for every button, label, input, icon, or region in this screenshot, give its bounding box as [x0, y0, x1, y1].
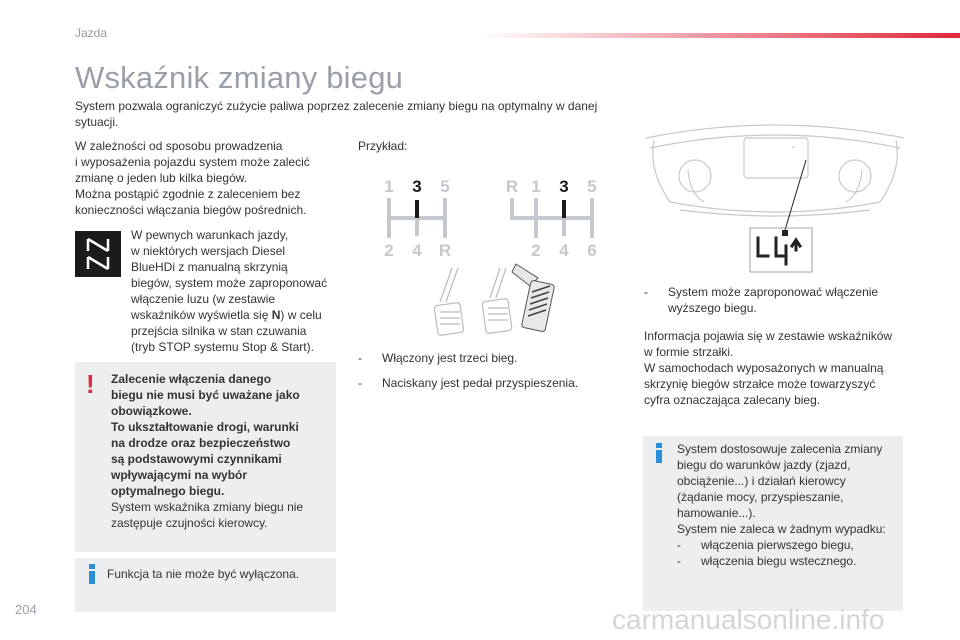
text-line: są podstawowymi czynnikami	[111, 452, 282, 466]
text-line: hamowanie...).	[677, 506, 756, 520]
list-item	[677, 553, 897, 569]
gear-label: 2	[384, 241, 394, 260]
text-line: i wyposażenia pojazdu system może zalecić	[75, 155, 310, 169]
section-label: Jazda	[75, 26, 108, 40]
page-title: Wskaźnik zmiany biegu	[75, 60, 404, 95]
bullet-text: włączenia biegu wstecznego.	[701, 554, 857, 568]
bullet-text	[668, 284, 878, 316]
text-line: BlueHDi z manualną skrzynią	[131, 260, 288, 274]
gear-label-active: 3	[559, 177, 569, 196]
gear-label: R	[505, 177, 519, 196]
text-line: obciążenie...) i działań kierowcy	[677, 474, 846, 488]
text-line: (żądanie mocy, przyspieszanie,	[677, 490, 844, 504]
text-line: konieczności włączania biegów pośrednich.	[75, 203, 307, 217]
text-fragment: wskaźników wyświetla się	[131, 308, 269, 322]
gear-label: 1	[384, 177, 394, 196]
intro-text: System pozwala ograniczyć zużycie paliwa poprzez zalecenie zmiany biegu na optymalny w danej sytuacji.	[75, 99, 598, 129]
text-line: na drodze oraz bezpieczeństwo	[111, 436, 291, 450]
text-line: w niektórych wersjach Diesel	[131, 244, 286, 258]
text-line: Informacja pojawia się w zestawie wskaźników	[644, 329, 893, 343]
text-line	[131, 307, 331, 323]
info-text-right	[677, 441, 897, 569]
text-line: System wskaźnika zmiany biegu nie	[111, 500, 304, 514]
text-line: Zalecenie włączenia danego	[111, 372, 272, 386]
gear-label: 6	[587, 241, 597, 260]
bullet-item	[358, 375, 618, 391]
text-line: biegu do warunków jazdy (zjazd,	[677, 458, 851, 472]
text-line: Można postąpić zgodnie z zaleceniem bez	[75, 187, 301, 201]
header-accent-line	[480, 33, 960, 38]
pedals-illustration	[430, 262, 570, 340]
neutral-letter: N	[271, 308, 281, 322]
gear-label: 4	[412, 241, 422, 260]
bullet-text: włączenia pierwszego biegu,	[701, 538, 854, 552]
gear-label-active: 3	[412, 177, 422, 196]
text-line: System nie zaleca w żadnym wypadku:	[677, 522, 886, 536]
text-line: optymalnego biegu.	[111, 484, 225, 498]
bullet-dash: -	[677, 538, 681, 552]
gear-label: 4	[559, 241, 569, 260]
info-icon	[653, 443, 665, 468]
text-line: System może zaproponować włączenie	[668, 285, 879, 299]
arrow-info-text	[644, 328, 902, 408]
bullet-text: Naciskany jest pedał przyspieszenia.	[382, 376, 579, 390]
text-line: To ukształtowanie drogi, warunki	[111, 420, 299, 434]
text-line: (tryb STOP systemu Stop & Start).	[131, 340, 314, 354]
neutral-gear-text	[131, 227, 331, 355]
list-item	[677, 537, 897, 553]
text-line: w formie strzałki.	[644, 345, 734, 359]
bullet-dash: -	[644, 285, 648, 299]
neutral-gear-icon	[75, 231, 121, 277]
gear-label: 2	[531, 241, 541, 260]
warning-icon: !	[86, 369, 95, 399]
svg-text:^: ^	[792, 146, 795, 152]
bullet-item	[644, 284, 894, 316]
text-line: wpływającymi na wybór	[111, 468, 248, 482]
bullet-text: Włączony jest trzeci bieg.	[382, 351, 518, 365]
bullet-item	[358, 350, 618, 366]
text-line: przejścia silnika w stan czuwania	[131, 324, 307, 338]
instrument-cluster-illustration	[640, 110, 910, 280]
gear-label: 5	[587, 177, 597, 196]
text-line: obowiązkowe.	[111, 404, 192, 418]
watermark: carmanualsonline.info	[612, 604, 885, 635]
info-text-left: Funkcja ta nie może być wyłączona.	[107, 567, 300, 581]
text-line: biegów, system może zaproponować	[131, 276, 328, 290]
text-line: cyfra oznaczająca zalecany bieg.	[644, 393, 821, 407]
text-fragment: ) w celu	[280, 308, 322, 322]
info-icon	[86, 564, 98, 589]
bullet-dash: -	[358, 351, 362, 365]
text-line: włączenie luzu (w zestawie	[131, 292, 276, 306]
example-label: Przykład:	[358, 139, 408, 153]
text-line: System dostosowuje zalecenia zmiany	[677, 442, 883, 456]
driving-conditions-text	[75, 138, 330, 218]
text-line: biegu nie musi być uważane jako	[111, 388, 300, 402]
gear-label: 1	[531, 177, 541, 196]
text-line: W pewnych warunkach jazdy,	[131, 228, 289, 242]
text-line: zmianę o jeden lub kilka biegów.	[75, 171, 248, 185]
warning-text	[111, 371, 317, 531]
page-number: 204	[15, 602, 37, 617]
text-line: skrzynię biegów strzałce może towarzyszyć	[644, 377, 876, 391]
text-line: wyższego biegu.	[668, 301, 757, 315]
gear-label: 5	[440, 177, 450, 196]
text-line: W samochodach wyposażonych w manualną	[644, 361, 884, 375]
bullet-dash: -	[677, 554, 681, 568]
bullet-dash: -	[358, 376, 362, 390]
text-line: zastępuje czujności kierowcy.	[111, 516, 268, 530]
gear-label: R	[438, 241, 452, 260]
text-line: W zależności od sposobu prowadzenia	[75, 139, 283, 153]
gearbox-diagram	[372, 168, 612, 268]
